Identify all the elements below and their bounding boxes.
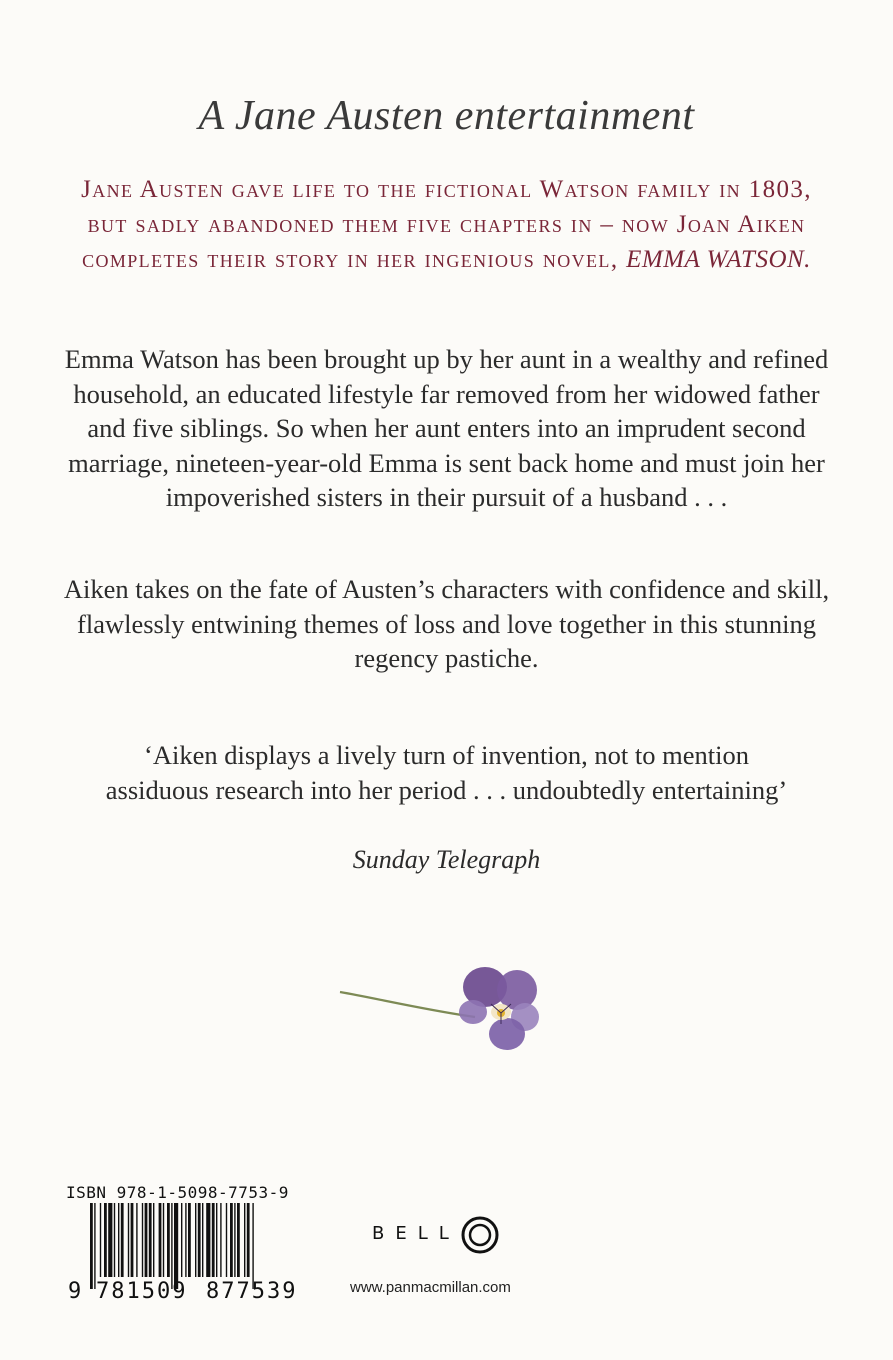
barcode-bar [90,1203,93,1289]
barcode-bar [94,1203,95,1289]
barcode-bar [128,1203,129,1277]
barcode-bar [142,1203,143,1277]
barcode-bar [252,1203,253,1289]
barcode-bar [167,1203,170,1277]
barcode-bar [230,1203,233,1277]
barcode [66,1203,316,1303]
barcode-bar [104,1203,107,1277]
barcode-bar [159,1203,162,1277]
publisher-ring-icon [460,1215,500,1255]
isbn-label: ISBN 978-1-5098-7753-9 [66,1183,289,1202]
barcode-bar [247,1203,250,1277]
barcode-bar [114,1203,115,1277]
barcode-bar [244,1203,245,1277]
barcode-bar [131,1203,134,1277]
review-quote: ‘Aiken displays a lively turn of invention, not to mention assiduous research into her period . . . undoubtedly entertaining’ [105,740,788,805]
barcode-bar [220,1203,221,1277]
pressed-violet-illustration [335,962,545,1054]
barcode-bar [145,1203,148,1277]
publisher-logo-text: BELL [372,1223,460,1244]
publisher-website: www.panmacmillan.com [350,1279,511,1296]
barcode-bar [153,1203,154,1277]
barcode-bar [195,1203,196,1277]
praise-paragraph: Aiken takes on the fate of Austen’s characters with confidence and skill, flawlessly entwining themes of loss and love together in this stunning regency pastiche. [63,574,830,673]
blurb-headline-text: Jane Austen gave life to the fictional Watson family in 1803, but sadly abandoned them five chapters in – now Joan Aiken completes their story in her ingenious novel, [81,176,812,273]
review-source: Sunday Telegraph [352,845,541,874]
blurb-headline [60,172,833,277]
book-title: EMMA WATSON. [626,246,811,273]
flower-petal [497,970,537,1010]
barcode-bar [163,1203,164,1277]
barcode-bar [198,1203,201,1277]
barcode-bar [181,1203,182,1277]
barcode-bar [202,1203,203,1277]
barcode-bar [188,1203,191,1277]
barcode-bar [136,1203,137,1277]
barcode-bar [121,1203,124,1277]
barcode-bar [185,1203,186,1277]
barcode-bar [149,1203,152,1277]
barcode-bar [234,1203,235,1277]
barcode-bar [100,1203,101,1277]
barcode-bar [237,1203,240,1277]
barcode-digit-first: 9 [68,1279,82,1303]
publisher-logo [372,1215,512,1255]
barcode-bar [171,1203,172,1289]
barcode-bar [174,1203,178,1289]
flower-stem [340,992,475,1017]
barcode-bar [216,1203,217,1277]
barcode-bar [206,1203,210,1277]
flower-petal [489,1018,525,1050]
barcode-digits-group2: 877539 [206,1279,298,1303]
barcode-bar [212,1203,215,1277]
barcode-bar [118,1203,119,1277]
tagline: A Jane Austen entertainment [198,93,695,139]
flower-petal [459,1000,487,1024]
synopsis-paragraph: Emma Watson has been brought up by her aunt in a wealthy and refined household, an educated lifestyle far removed from her widowed father and five siblings. So when her aunt enters into an imprudent second marriage, nineteen-year-old Emma is sent back home and must join her impoverished sisters in their pursuit of a husband . . . [64,344,829,512]
barcode-digits-group1: 781509 [96,1279,188,1303]
barcode-bar [226,1203,227,1277]
barcode-bar [108,1203,112,1277]
